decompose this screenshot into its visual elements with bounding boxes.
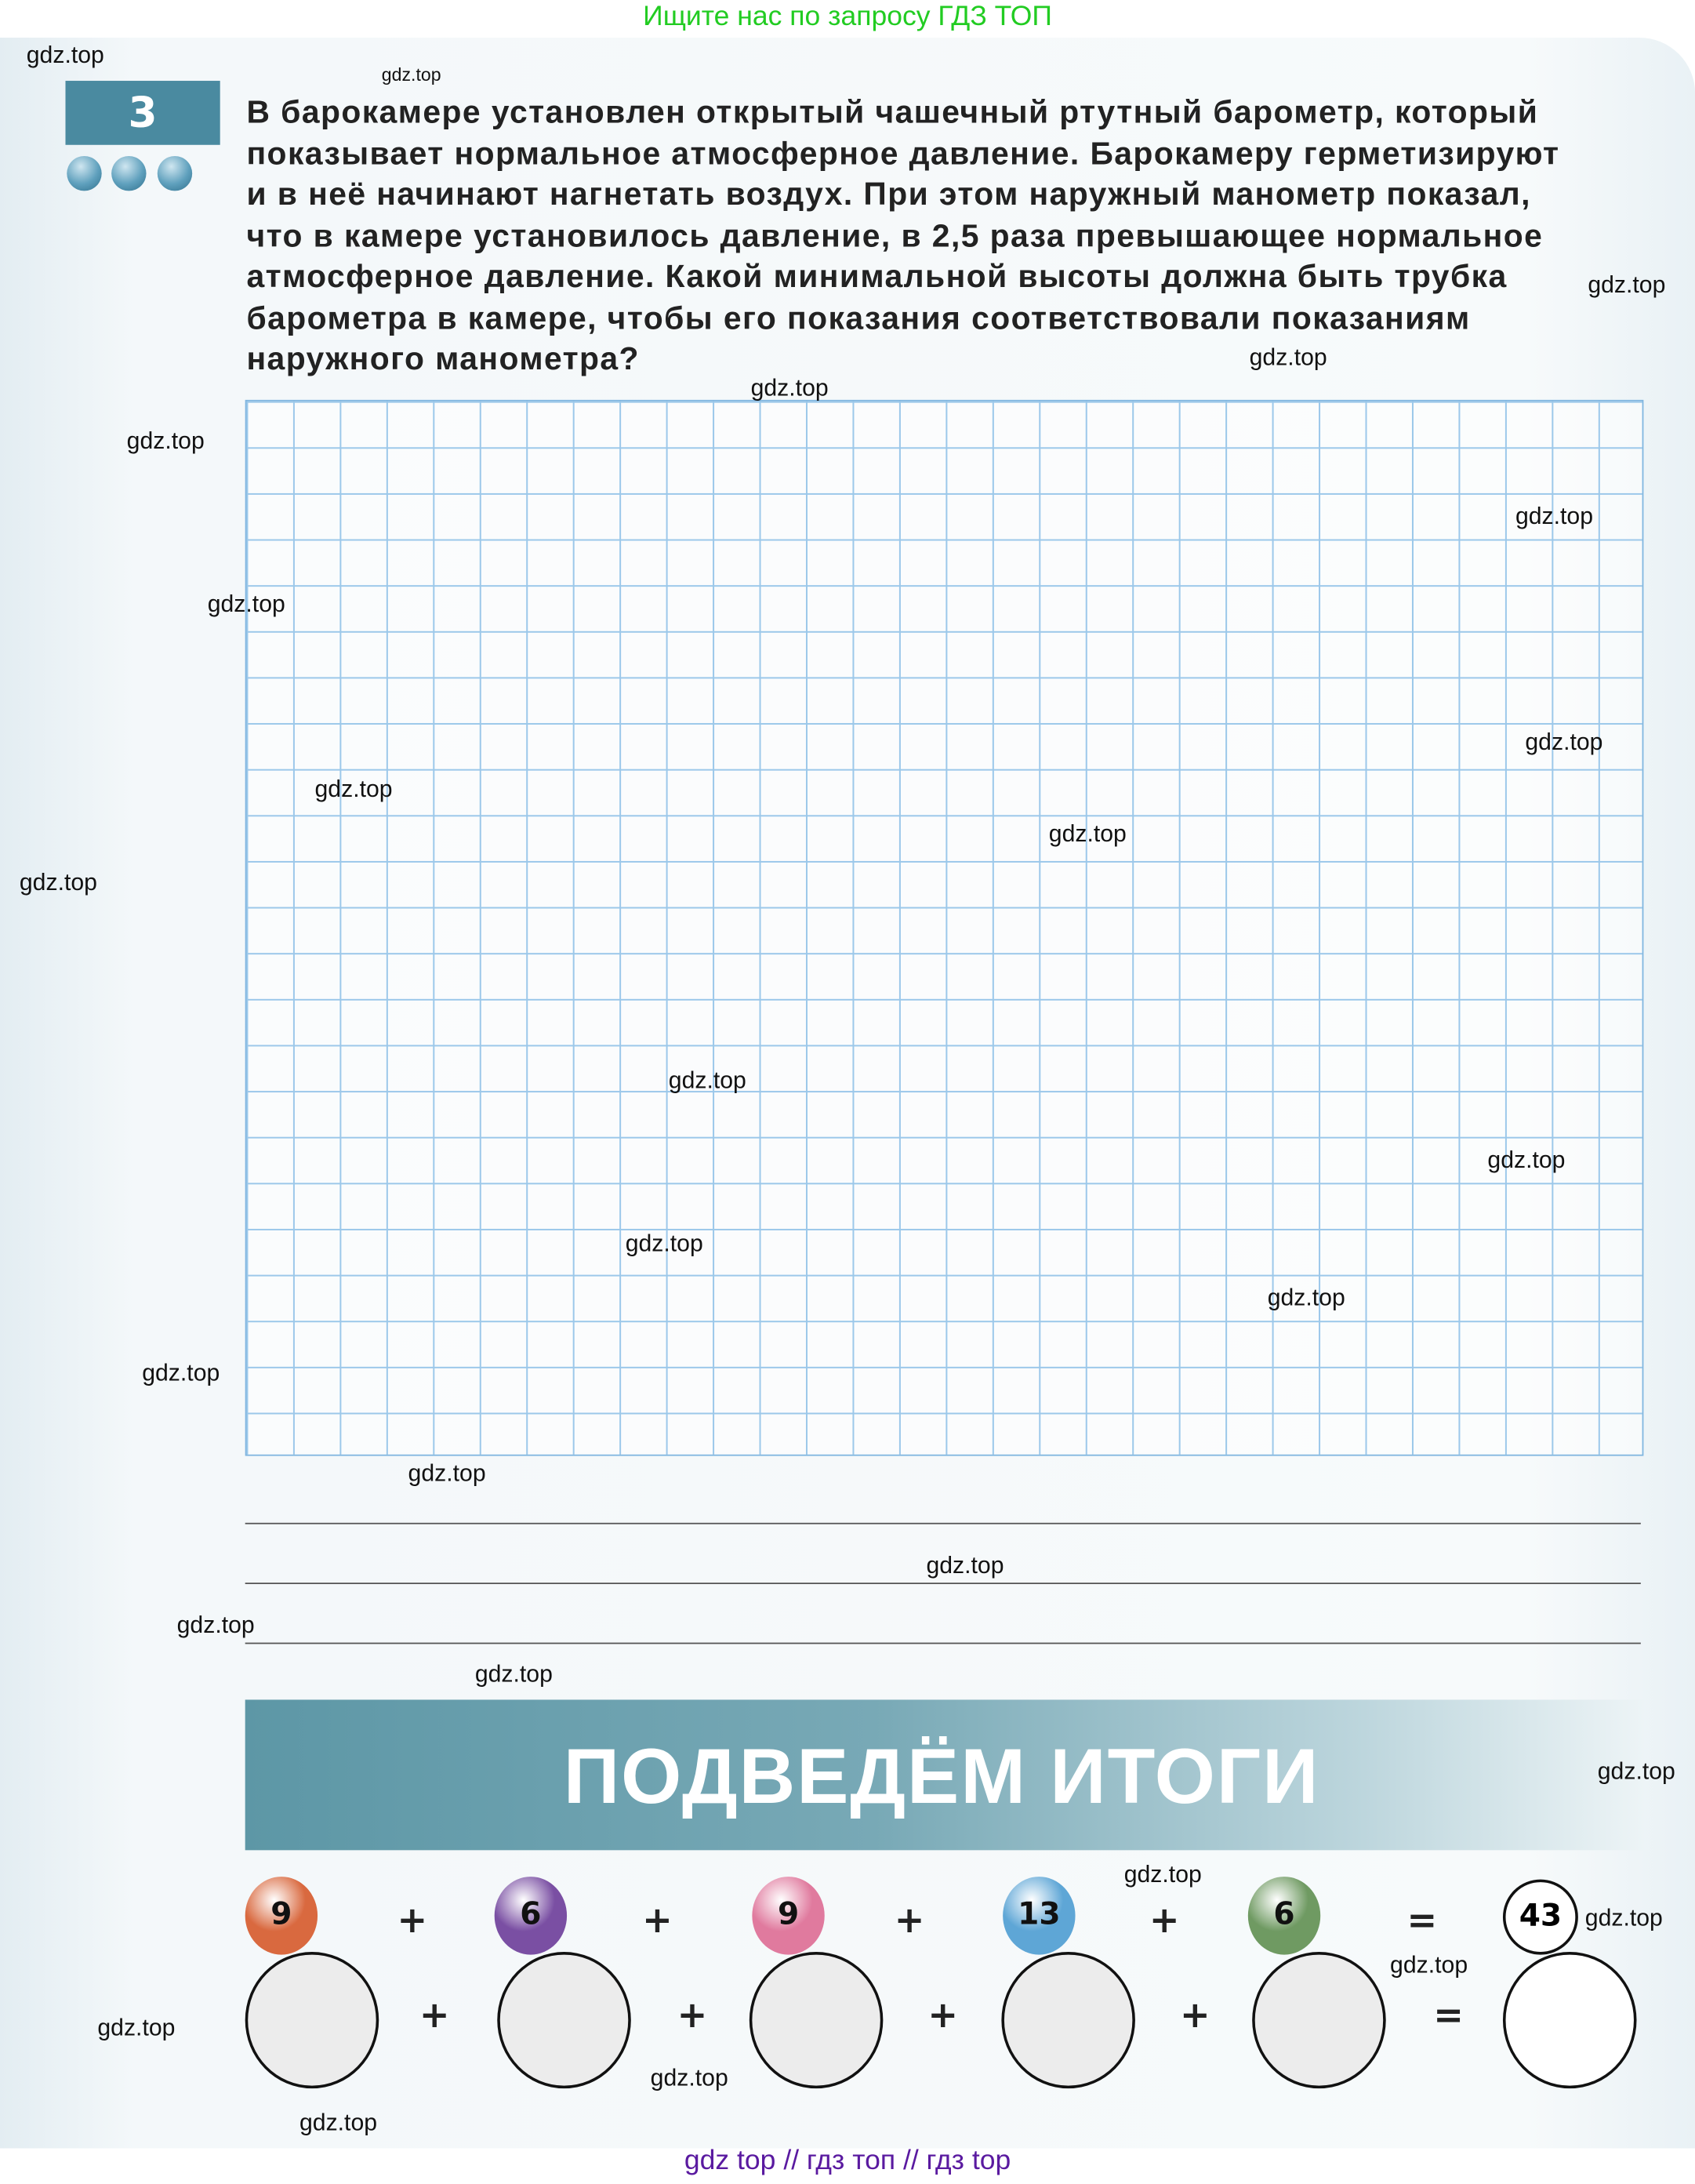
footer-watermark: gdz top // гдз топ // гдз top <box>684 2145 1011 2177</box>
score-ball: 6 <box>495 1877 567 1954</box>
plus-sign: + <box>894 1900 925 1942</box>
task-line: атмосферное давление. Какой минимальной высоты должна быть трубка <box>246 257 1508 294</box>
score-ball: 6 <box>1248 1877 1320 1954</box>
summary-title: ПОДВЕДЁМ ИТОГИ <box>563 1732 1320 1820</box>
watermark: gdz.top <box>926 1552 1004 1579</box>
score-input-circle[interactable] <box>1001 1952 1135 2088</box>
plus-sign: + <box>642 1900 673 1942</box>
plus-sign: + <box>397 1900 428 1942</box>
total-input-circle[interactable] <box>1503 1952 1637 2088</box>
watermark: gdz.top <box>26 42 104 69</box>
watermark: gdz.top <box>668 1067 746 1094</box>
score-ball: 9 <box>752 1877 824 1954</box>
plus-sign: + <box>1149 1900 1180 1942</box>
task-line: барометра в камере, чтобы его показания соответствовали показаниям <box>246 299 1471 336</box>
watermark: gdz.top <box>1584 1904 1663 1931</box>
watermark: gdz.top <box>750 374 829 402</box>
difficulty-dot-icon <box>111 156 146 191</box>
score-input-circle[interactable] <box>497 1952 631 2088</box>
score-ball: 13 <box>1003 1877 1075 1954</box>
answer-line[interactable] <box>245 1643 1641 1644</box>
watermark: gdz.top <box>408 1459 486 1487</box>
watermark: gdz.top <box>381 64 441 85</box>
watermark: gdz.top <box>142 1359 220 1386</box>
watermark: gdz.top <box>1588 271 1666 299</box>
watermark: gdz.top <box>474 1660 553 1688</box>
watermark: gdz.top <box>650 2064 728 2091</box>
task-line: и в неё начинают нагнетать воздух. При этом наружный манометр показал, <box>246 175 1531 213</box>
task-text <box>246 92 1570 380</box>
watermark: gdz.top <box>1597 1758 1675 1785</box>
score-input-circle[interactable] <box>245 1952 379 2088</box>
plus-sign: + <box>1179 1995 1210 2037</box>
watermark: gdz.top <box>19 869 97 896</box>
equals-sign: = <box>1406 1900 1438 1942</box>
plus-sign: + <box>677 1995 708 2037</box>
task-line: что в камере установилось давление, в 2,5 раза превышающее нормальное <box>246 216 1544 253</box>
task-number: 3 <box>66 81 220 145</box>
watermark: gdz.top <box>97 2014 176 2041</box>
task-line: наружного манометра? <box>246 340 640 376</box>
plus-sign: + <box>419 1995 450 2037</box>
plus-sign: + <box>927 1995 959 2037</box>
watermark: gdz.top <box>1267 1285 1345 1311</box>
score-ball: 9 <box>245 1877 318 1954</box>
watermark: gdz.top <box>299 2109 378 2136</box>
watermark: gdz.top <box>625 1230 703 1257</box>
watermark: gdz.top <box>1048 820 1127 848</box>
score-input-circle[interactable] <box>1252 1952 1386 2088</box>
watermark: gdz.top <box>1515 503 1594 530</box>
difficulty-dot-icon <box>67 156 101 191</box>
watermark: gdz.top <box>1525 729 1603 755</box>
watermark: gdz.top <box>1487 1147 1566 1173</box>
watermark: gdz.top <box>1390 1952 1468 1979</box>
score-input-circle[interactable] <box>750 1952 884 2088</box>
answer-line[interactable] <box>245 1583 1641 1584</box>
answer-grid[interactable] <box>245 400 1644 1456</box>
watermark: gdz.top <box>176 1612 255 1639</box>
answer-line[interactable] <box>245 1523 1641 1524</box>
watermark: gdz.top <box>314 776 393 803</box>
watermark: gdz.top <box>1123 1861 1202 1888</box>
total-score: 43 <box>1503 1880 1578 1955</box>
summary-banner <box>245 1699 1644 1850</box>
watermark: gdz.top <box>207 591 285 618</box>
search-banner: Ищите нас по запросу ГДЗ ТОП <box>643 1 1052 32</box>
difficulty-dot-icon <box>158 156 192 191</box>
task-line: В барокамере установлен открытый чашечный ртутный барометр, который <box>246 93 1539 130</box>
watermark: gdz.top <box>1249 343 1327 371</box>
task-line: показывает нормальное атмосферное давление. Барокамеру герметизируют <box>246 134 1560 171</box>
watermark: gdz.top <box>126 427 205 455</box>
equals-sign: = <box>1433 1995 1465 2037</box>
